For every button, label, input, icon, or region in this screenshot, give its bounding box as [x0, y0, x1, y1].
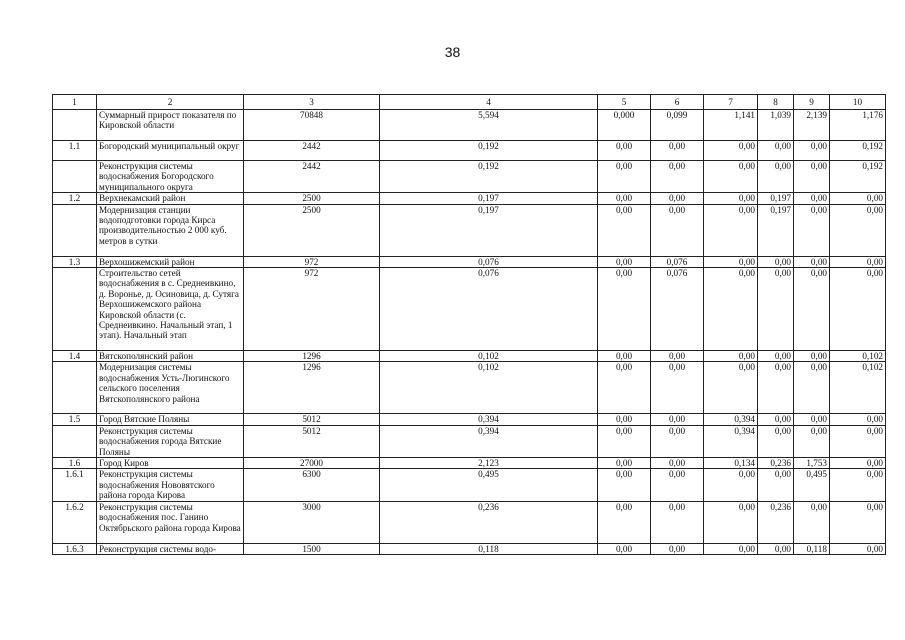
value-cell: 0,118 [794, 543, 830, 554]
value-cell: 0,00 [758, 425, 794, 457]
table-row [53, 110, 886, 141]
value-cell: 0,00 [830, 414, 886, 425]
value-cell: 0,00 [598, 425, 651, 457]
value-cell: 0,00 [794, 351, 830, 362]
value-cell: 0,00 [598, 161, 651, 193]
value-cell: 5012 [244, 425, 380, 457]
value-cell: 0,00 [830, 543, 886, 554]
value-cell: 0,00 [758, 256, 794, 267]
value-cell: 0,00 [794, 204, 830, 256]
value-cell: 0,00 [794, 268, 830, 351]
value-cell: 0,394 [380, 425, 598, 457]
row-name-cell: Строительство сетей водоснабжения в с. Среднеивкино, д. Воронье, д. Осиновица, д. Сутяга Верхошижемского района Кировской области (с. Среднеивкино. Начальный этап, 1 этап). Начальный этап [97, 268, 244, 351]
value-cell: 0,00 [794, 161, 830, 193]
col-header: 1 [53, 95, 97, 110]
value-cell: 1,141 [704, 110, 758, 141]
row-name-cell: Суммарный прирост показателя по Кировской области [97, 110, 244, 141]
value-cell: 0,00 [758, 141, 794, 161]
row-name-cell: Реконструкция системы водоснабжения Нововятского района города Кирова [97, 469, 244, 501]
table-row [53, 425, 886, 457]
page-number: 38 [444, 44, 461, 60]
value-cell: 0,00 [704, 469, 758, 501]
value-cell: 0,00 [704, 362, 758, 414]
value-cell: 0,00 [598, 351, 651, 362]
value-cell: 0,076 [380, 256, 598, 267]
value-cell: 0,00 [704, 351, 758, 362]
value-cell: 0,00 [758, 414, 794, 425]
value-cell: 2442 [244, 161, 380, 193]
row-name-cell: Богородский муниципальный округ [97, 141, 244, 161]
row-code-cell: 1.4 [53, 351, 97, 362]
col-header: 3 [244, 95, 380, 110]
col-header: 8 [758, 95, 794, 110]
value-cell: 0,236 [758, 501, 794, 543]
table-row [53, 193, 886, 204]
value-cell: 0,00 [794, 193, 830, 204]
value-cell: 0,000 [598, 110, 651, 141]
value-cell: 0,00 [830, 458, 886, 469]
value-cell: 0,394 [380, 414, 598, 425]
table-row [53, 362, 886, 414]
value-cell: 0,197 [758, 204, 794, 256]
value-cell: 972 [244, 256, 380, 267]
value-cell: 1,039 [758, 110, 794, 141]
value-cell: 0,00 [794, 141, 830, 161]
table-row [53, 458, 886, 469]
row-code-cell: 1.2 [53, 193, 97, 204]
value-cell: 0,00 [758, 161, 794, 193]
value-cell: 1296 [244, 351, 380, 362]
value-cell: 0,197 [380, 204, 598, 256]
value-cell: 0,00 [598, 501, 651, 543]
value-cell: 0,00 [704, 268, 758, 351]
value-cell: 0,197 [758, 193, 794, 204]
value-cell: 0,00 [704, 204, 758, 256]
value-cell: 0,00 [704, 141, 758, 161]
value-cell: 0,00 [651, 161, 704, 193]
value-cell: 0,118 [380, 543, 598, 554]
col-header: 4 [380, 95, 598, 110]
value-cell: 0,00 [830, 425, 886, 457]
row-name-cell: Город Киров [97, 458, 244, 469]
value-cell: 0,00 [651, 501, 704, 543]
value-cell: 27000 [244, 458, 380, 469]
table-row [53, 501, 886, 543]
value-cell: 2442 [244, 141, 380, 161]
value-cell: 5,594 [380, 110, 598, 141]
value-cell: 2500 [244, 204, 380, 256]
value-cell: 5012 [244, 414, 380, 425]
row-code-cell: 1.6.3 [53, 543, 97, 554]
value-cell: 0,00 [651, 458, 704, 469]
row-name-cell: Верхнекамский район [97, 193, 244, 204]
value-cell: 0,192 [380, 161, 598, 193]
value-cell: 0,00 [830, 204, 886, 256]
value-cell: 0,076 [380, 268, 598, 351]
row-name-cell: Реконструкция системы водоснабжения города Вятские Поляны [97, 425, 244, 457]
value-cell: 0,00 [651, 425, 704, 457]
value-cell: 0,197 [380, 193, 598, 204]
data-table [52, 94, 886, 555]
col-header: 5 [598, 95, 651, 110]
value-cell: 0,00 [704, 161, 758, 193]
value-cell: 0,192 [380, 141, 598, 161]
value-cell: 0,00 [794, 501, 830, 543]
value-cell: 1296 [244, 362, 380, 414]
value-cell: 0,102 [380, 351, 598, 362]
value-cell: 0,00 [651, 414, 704, 425]
value-cell: 0,00 [598, 362, 651, 414]
value-cell: 0,00 [758, 268, 794, 351]
row-name-cell: Город Вятские Поляны [97, 414, 244, 425]
value-cell: 0,00 [598, 268, 651, 351]
value-cell: 0,102 [830, 351, 886, 362]
value-cell: 0,00 [651, 543, 704, 554]
value-cell: 0,00 [830, 193, 886, 204]
value-cell: 0,00 [598, 414, 651, 425]
row-name-cell: Вятскополянский район [97, 351, 244, 362]
value-cell: 0,102 [380, 362, 598, 414]
value-cell: 0,00 [758, 362, 794, 414]
value-cell: 0,00 [704, 501, 758, 543]
row-code-cell [53, 362, 97, 414]
value-cell: 0,495 [380, 469, 598, 501]
value-cell: 0,00 [651, 469, 704, 501]
table-row [53, 543, 886, 554]
value-cell: 0,00 [598, 458, 651, 469]
table-row [53, 204, 886, 256]
value-cell: 0,00 [598, 469, 651, 501]
value-cell: 0,00 [758, 351, 794, 362]
value-cell: 0,00 [598, 193, 651, 204]
table-row [53, 161, 886, 193]
value-cell: 0,00 [651, 193, 704, 204]
row-name-cell: Модернизация системы водоснабжения Усть-Люгинского сельского поселения Вятскополянского района [97, 362, 244, 414]
row-code-cell [53, 425, 97, 457]
row-code-cell [53, 110, 97, 141]
value-cell: 6300 [244, 469, 380, 501]
table-row [53, 414, 886, 425]
row-code-cell: 1.6.1 [53, 469, 97, 501]
value-cell: 0,076 [651, 268, 704, 351]
value-cell: 0,00 [651, 362, 704, 414]
row-name-cell: Реконструкция системы водо- [97, 543, 244, 554]
table-row [53, 351, 886, 362]
value-cell: 0,00 [651, 141, 704, 161]
row-code-cell [53, 161, 97, 193]
value-cell: 0,00 [794, 425, 830, 457]
value-cell: 0,00 [830, 501, 886, 543]
value-cell: 3000 [244, 501, 380, 543]
value-cell: 0,394 [704, 414, 758, 425]
row-code-cell: 1.6.2 [53, 501, 97, 543]
value-cell: 0,099 [651, 110, 704, 141]
value-cell: 0,192 [830, 141, 886, 161]
value-cell: 0,192 [830, 161, 886, 193]
table-row [53, 268, 886, 351]
value-cell: 0,394 [704, 425, 758, 457]
value-cell: 0,00 [704, 543, 758, 554]
value-cell: 2500 [244, 193, 380, 204]
row-name-cell: Модернизация станции водоподготовки города Кирса производительностью 2 000 куб. метров в сутки [97, 204, 244, 256]
value-cell: 0,00 [598, 543, 651, 554]
value-cell: 0,00 [704, 193, 758, 204]
row-name-cell: Верхошижемский район [97, 256, 244, 267]
row-name-cell: Реконструкция системы водоснабжения пос. Ганино Октябрьского района города Кирова [97, 501, 244, 543]
value-cell: 972 [244, 268, 380, 351]
value-cell: 0,00 [598, 256, 651, 267]
value-cell: 0,00 [794, 256, 830, 267]
row-code-cell [53, 268, 97, 351]
value-cell: 2,139 [794, 110, 830, 141]
value-cell: 0,495 [794, 469, 830, 501]
row-code-cell: 1.3 [53, 256, 97, 267]
value-cell: 0,00 [794, 414, 830, 425]
value-cell: 0,134 [704, 458, 758, 469]
table-row [53, 256, 886, 267]
col-header: 7 [704, 95, 758, 110]
value-cell: 0,236 [758, 458, 794, 469]
value-cell: 0,236 [380, 501, 598, 543]
value-cell: 1,753 [794, 458, 830, 469]
value-cell: 0,00 [758, 543, 794, 554]
value-cell: 2,123 [380, 458, 598, 469]
header-row [53, 95, 886, 110]
col-header: 10 [830, 95, 886, 110]
value-cell: 0,00 [651, 351, 704, 362]
col-header: 6 [651, 95, 704, 110]
row-code-cell: 1.6 [53, 458, 97, 469]
value-cell: 1500 [244, 543, 380, 554]
row-name-cell: Реконструкция системы водоснабжения Богородского муниципального округа [97, 161, 244, 193]
value-cell: 0,00 [830, 469, 886, 501]
row-code-cell: 1.5 [53, 414, 97, 425]
value-cell: 0,00 [758, 469, 794, 501]
row-code-cell [53, 204, 97, 256]
value-cell: 0,00 [704, 256, 758, 267]
value-cell: 0,00 [598, 141, 651, 161]
col-header: 9 [794, 95, 830, 110]
table-row [53, 141, 886, 161]
value-cell: 0,00 [830, 268, 886, 351]
table-row [53, 469, 886, 501]
value-cell: 70848 [244, 110, 380, 141]
value-cell: 1,176 [830, 110, 886, 141]
value-cell: 0,00 [794, 362, 830, 414]
value-cell: 0,102 [830, 362, 886, 414]
row-code-cell: 1.1 [53, 141, 97, 161]
value-cell: 0,076 [651, 256, 704, 267]
value-cell: 0,00 [598, 204, 651, 256]
value-cell: 0,00 [830, 256, 886, 267]
col-header: 2 [97, 95, 244, 110]
value-cell: 0,00 [651, 204, 704, 256]
